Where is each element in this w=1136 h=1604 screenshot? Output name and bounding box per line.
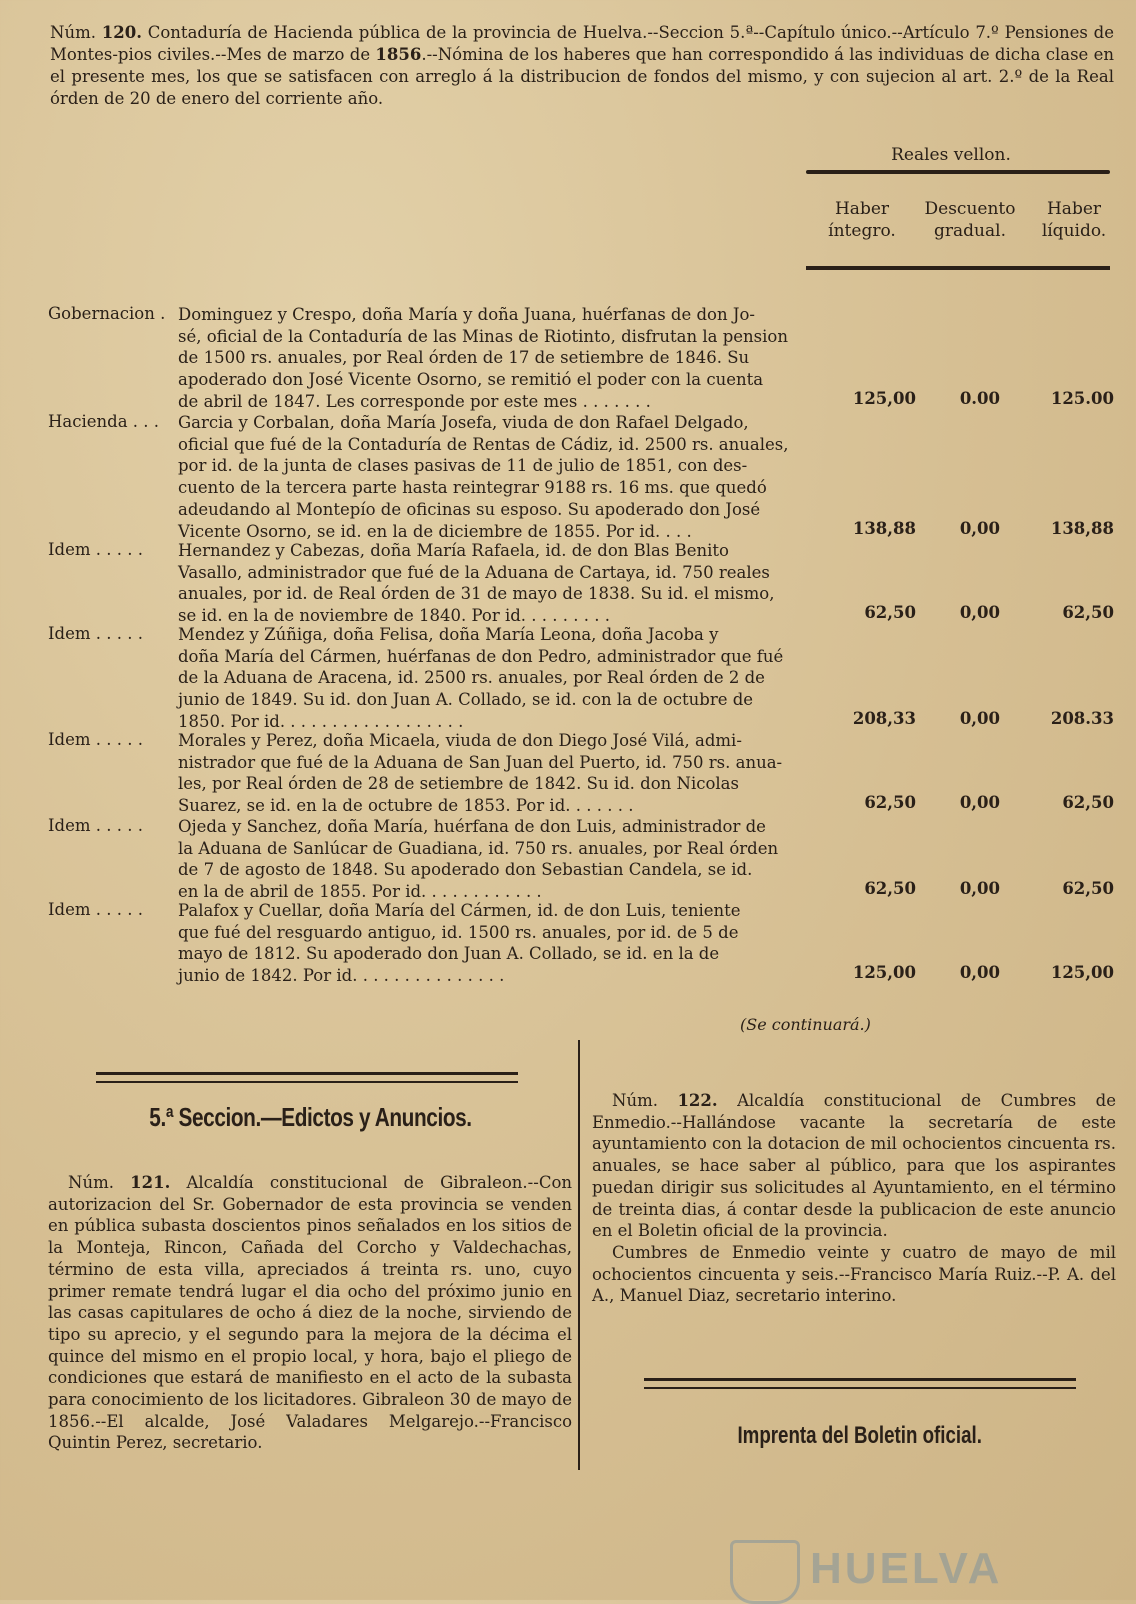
- entry-haber-integro: 125,00: [852, 388, 916, 408]
- entry-haber-integro: 125,00: [852, 963, 916, 983]
- entry-department: Hacienda . . .: [48, 412, 160, 431]
- section-title-text: 5.ª Seccion.—Edictos y Anuncios.: [148, 1102, 472, 1132]
- imprenta-text: Imprenta del Boletin oficial.: [737, 1422, 983, 1449]
- entry-descuento: 0,00: [959, 603, 1000, 623]
- header-year: 1856: [375, 45, 422, 64]
- header-num: 120.: [101, 23, 142, 42]
- column-divider: [578, 1040, 580, 1470]
- entry-department: Idem . . . . .: [48, 730, 143, 749]
- entry-line: Suarez, se id. en la de octubre de 1853. Por id. . . . . . .: [178, 796, 634, 816]
- entry-line: anuales, por id. de Real órden de 31 de mayo de 1838. Su id. el mismo,: [178, 584, 775, 604]
- entry-haber-liquido: 125.00: [1050, 388, 1114, 408]
- entry-line: de 7 de agosto de 1848. Su apoderado don Sebastian Candela, se id.: [178, 860, 753, 880]
- entry-line: doña María del Cármen, huérfanas de don Pedro, administrador que fué: [178, 646, 784, 666]
- header-num-label: Núm.: [50, 23, 96, 42]
- currency-rule: [806, 170, 1110, 174]
- col-header-liquido-line1: Haber: [1046, 199, 1102, 219]
- entry-line: Garcia y Corbalan, doña María Josefa, viuda de don Rafael Delgado,: [178, 413, 749, 432]
- entry-description: [178, 900, 864, 987]
- col-header-descuento-line1: Descuento: [924, 199, 1016, 219]
- col-header-integro-line1: Haber: [834, 199, 890, 219]
- anuncio-122-closing: Cumbres de Enmedio veinte y cuatro de mayo de mil ochocientos cincuenta y seis.--Francisco María Ruiz.--P. A. del A., Manuel Diaz, secretario interino.: [592, 1242, 1116, 1306]
- anuncio-122-num: 122.: [677, 1091, 718, 1110]
- entry-line: Mendez y Zúñiga, doña Felisa, doña María Leona, doña Jacoba y: [178, 625, 719, 644]
- section-title: [60, 1102, 560, 1133]
- entry-description: [178, 304, 864, 413]
- entry-descuento: 0,00: [959, 518, 1000, 538]
- entry-line: Vasallo, administrador que fué de la Aduana de Cartaya, id. 750 reales: [178, 562, 770, 582]
- coat-of-arms-icon: [730, 1540, 800, 1604]
- entry-line: que fué del resguardo antiguo, id. 1500 rs. anuales, por id. de 5 de: [178, 922, 739, 942]
- entry-department: Gobernacion .: [48, 304, 166, 323]
- anuncio-121-num-label: Núm.: [68, 1173, 114, 1192]
- anuncio-122-text: Alcaldía constitucional de Cumbres de Enmedio.--Hallándose vacante la secretaría de este ayuntamiento con la dotacion de mil ochocientos cincuenta rs. anuales, se hace saber al público, para que los aspirantes puedan dirigir sus solicitudes al Ayuntamiento, en el término de treinta dias, á contar desde la publicacion de este anuncio en el Boletin oficial de la provincia.: [592, 1091, 1117, 1241]
- entry-descuento: 0,00: [959, 793, 1000, 813]
- entry-haber-integro: 62,50: [864, 603, 916, 623]
- col-header-descuento: [920, 198, 1020, 242]
- col-header-liquido: [1034, 198, 1114, 242]
- col-header-integro: [822, 198, 902, 242]
- col-header-integro-line2: íntegro.: [828, 221, 896, 241]
- anuncio-121-text: Alcaldía constitucional de Gibraleon.--Con autorizacion del Sr. Gobernador de esta provincia se venden en pública subasta doscientos pinos señalados en los sitios de la Monteja, Rincon, Cañada del Corcho y Valdechachas, término de esta villa, apreciados á treinta rs. uno, cuyo primer remate tendrá lugar el dia ocho del próximo junio en las casas capitulares de ocho á diez de la noche, sirviendo de tipo su aprecio, y el segundo para la mejora de la décima el quince del mismo en el propio local, y hora, bajo el pliego de condiciones que estará de manifiesto en el acto de la subasta para conocimiento de los licitadores. Gibraleon 30 de mayo de 1856.--El alcalde, José Valadares Melgarejo.--Francisco Quintin Perez, secretario.: [48, 1173, 573, 1453]
- entry-haber-liquido: 208.33: [1050, 708, 1114, 728]
- entry-department: Idem . . . . .: [48, 900, 143, 919]
- entry-line: se id. en la de noviembre de 1840. Por id. . . . . . . . .: [178, 606, 610, 626]
- entry-line: les, por Real órden de 28 de setiembre de 1842. Su id. don Nicolas: [178, 774, 739, 794]
- entry-haber-liquido: 62,50: [1062, 603, 1114, 623]
- entry-line: Ojeda y Sanchez, doña María, huérfana de don Luis, administrador de: [178, 817, 766, 836]
- entry-line: oficial que fué de la Contaduría de Rentas de Cádiz, id. 2500 rs. anuales,: [178, 434, 789, 454]
- entry-description: [178, 540, 864, 627]
- entry-haber-integro: 138,88: [852, 518, 916, 538]
- entry-line: 1850. Por id. . . . . . . . . . . . . . . . . .: [178, 711, 464, 731]
- entry-department: Idem . . . . .: [48, 816, 143, 835]
- entry-haber-integro: 62,50: [864, 793, 916, 813]
- entry-line: de abril de 1847. Les corresponde por este mes . . . . . . .: [178, 391, 651, 411]
- entry-description: [178, 730, 864, 817]
- entry-line: junio de 1849. Su id. don Juan A. Collado, se id. con la de octubre de: [178, 690, 754, 710]
- col-header-liquido-line2: líquido.: [1041, 221, 1107, 241]
- section-rule: [96, 1072, 518, 1083]
- entry-line: mayo de 1812. Su apoderado don Juan A. Collado, se id. en la de: [178, 944, 720, 964]
- entry-line: en la de abril de 1855. Por id. . . . . . . . . . . .: [178, 882, 542, 902]
- entry-description: [178, 624, 864, 733]
- entry-haber-liquido: 62,50: [1062, 879, 1114, 899]
- entry-line: de 1500 rs. anuales, por Real órden de 17 de setiembre de 1846. Su: [178, 348, 750, 368]
- entry-haber-integro: 208,33: [852, 708, 916, 728]
- entry-line: junio de 1842. Por id. . . . . . . . . . . . . . .: [178, 966, 505, 986]
- header-paragraph: [50, 22, 1114, 110]
- entry-descuento: 0.00: [959, 388, 1000, 408]
- entry-descuento: 0,00: [959, 963, 1000, 983]
- entry-line: cuento de la tercera parte hasta reintegrar 9188 rs. 16 ms. que quedó: [178, 478, 767, 498]
- entry-line: Dominguez y Crespo, doña María y doña Juana, huérfanas de don Jo-: [178, 305, 755, 324]
- entry-line: sé, oficial de la Contaduría de las Minas de Riotinto, disfrutan la pension: [178, 326, 788, 346]
- entry-line: por id. de la junta de clases pasivas de 11 de julio de 1851, con des-: [178, 456, 748, 476]
- entry-descuento: 0,00: [959, 879, 1000, 899]
- header-text-2: .--Nómina de los haberes que han correspondido á las individuas de dicha clase en el presente mes, los que se satisfacen con arreglo á la distribucion de fondos del mismo, y con sujecion al art. 2.º de la Real órden de 20 de enero del corriente año.: [50, 45, 1114, 108]
- imprenta-rule: [644, 1378, 1076, 1389]
- entry-line: nistrador que fué de la Aduana de San Juan del Puerto, id. 750 rs. anua-: [178, 752, 783, 772]
- entry-line: Hernandez y Cabezas, doña María Rafaela, id. de don Blas Benito: [178, 541, 729, 560]
- entry-description: [178, 412, 864, 542]
- col-header-descuento-line2: gradual.: [934, 221, 1006, 241]
- entry-line: apoderado don José Vicente Osorno, se remitió el poder con la cuenta: [178, 370, 764, 390]
- entry-haber-integro: 62,50: [864, 879, 916, 899]
- entry-line: Morales y Perez, doña Micaela, viuda de don Diego José Vilá, admi-: [178, 731, 742, 750]
- entry-haber-liquido: 62,50: [1062, 793, 1114, 813]
- table-header-rule: [806, 266, 1110, 270]
- currency-heading: Reales vellon.: [891, 145, 1011, 165]
- entry-descuento: 0,00: [959, 708, 1000, 728]
- entry-line: de la Aduana de Aracena, id. 2500 rs. anuales, por Real órden de 2 de: [178, 668, 765, 688]
- anuncio-122-num-label: Núm.: [612, 1091, 658, 1110]
- entry-line: Vicente Osorno, se id. en la de diciembre de 1855. Por id. . . .: [178, 521, 692, 541]
- anuncio-121: [48, 1172, 572, 1454]
- entry-line: adeudando al Montepío de oficinas su esposo. Su apoderado don José: [178, 499, 761, 519]
- anuncio-122: [592, 1090, 1116, 1307]
- continuation-note: (Se continuará.): [740, 1015, 871, 1034]
- anuncio-121-num: 121.: [130, 1173, 171, 1192]
- entry-department: Idem . . . . .: [48, 624, 143, 643]
- entry-haber-liquido: 125,00: [1050, 963, 1114, 983]
- watermark-text: HUELVA: [810, 1544, 1003, 1593]
- entry-line: Palafox y Cuellar, doña María del Cármen, id. de don Luis, teniente: [178, 901, 741, 920]
- header-text-1: Contaduría de Hacienda pública de la provincia de Huelva.--Seccion 5.ª--Capítulo único.--Artículo 7.º Pensiones de Montes-pios civiles.--Mes de marzo de: [50, 23, 1115, 64]
- entry-description: [178, 816, 864, 903]
- imprenta-footer: [600, 1422, 1120, 1450]
- watermark: [730, 1536, 1050, 1600]
- entry-line: la Aduana de Sanlúcar de Guadiana, id. 750 rs. anuales, por Real órden: [178, 838, 779, 858]
- entry-haber-liquido: 138,88: [1050, 518, 1114, 538]
- entry-department: Idem . . . . .: [48, 540, 143, 559]
